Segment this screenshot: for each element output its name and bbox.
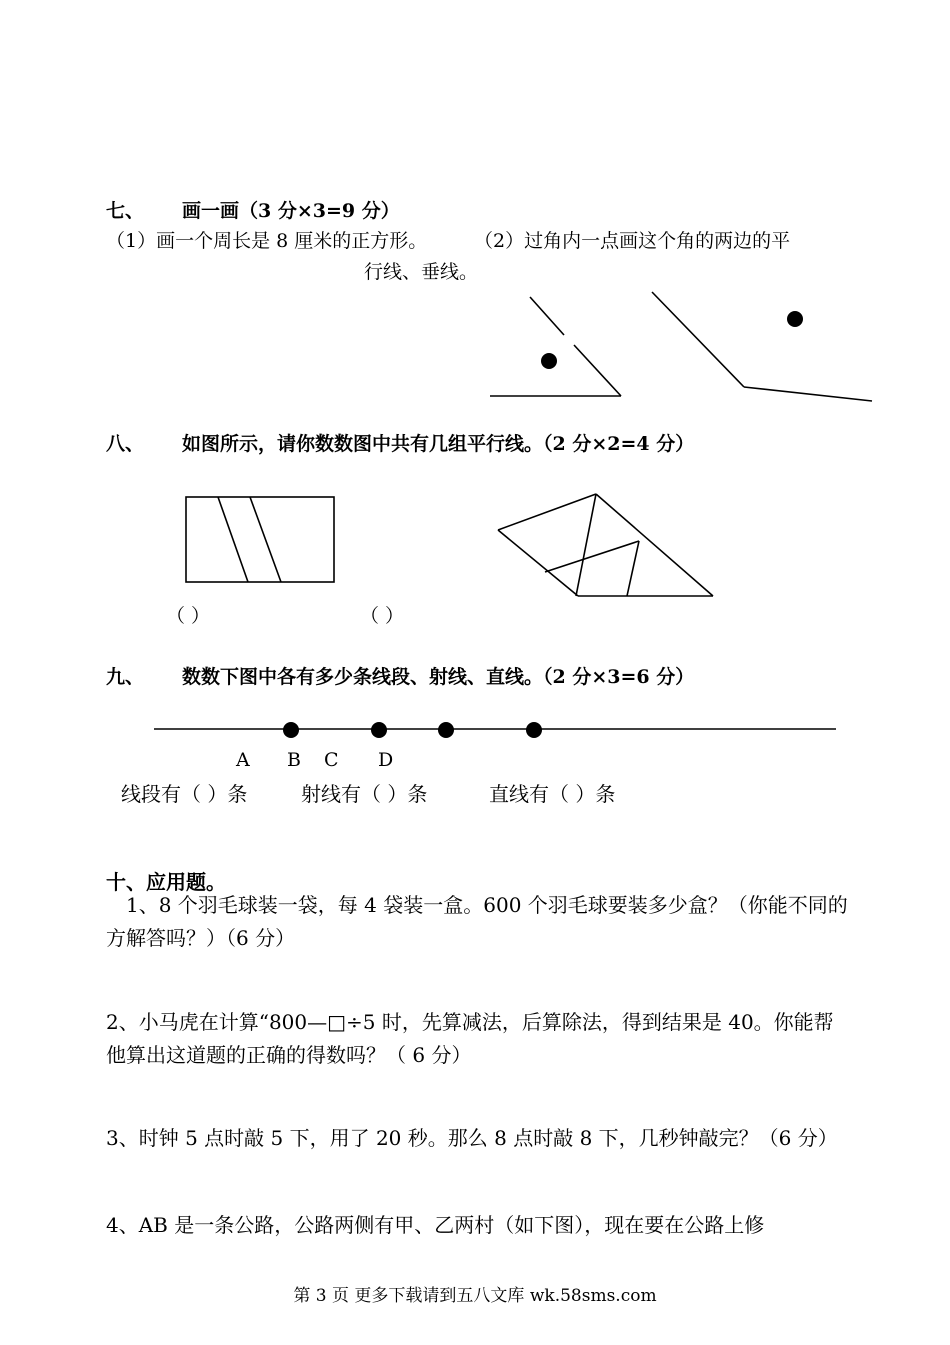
page-footer: 第 3 页 更多下载请到五八文库 wk.58sms.com xyxy=(293,1286,657,1306)
section8-number: 八、 xyxy=(106,433,145,455)
section7-question2-line2: 行线、垂线。 xyxy=(364,261,479,283)
section10-title: 十、应用题。 xyxy=(106,870,226,894)
point-dot-3 xyxy=(438,722,454,738)
section7-title: 画一画（3 分×3=9 分） xyxy=(182,200,400,222)
application-question-4: 4、AB 是一条公路，公路两侧有甲、乙两村（如下图），现在要在公路上修 xyxy=(106,1213,765,1237)
point-label-d: D xyxy=(378,749,394,771)
point-dot-1 xyxy=(283,722,299,738)
segments-answer: 线段有（ ）条 xyxy=(121,782,248,806)
section8-title: 如图所示，请你数数图中共有几组平行线。（2 分×2=4 分） xyxy=(182,433,695,455)
point-dot-4 xyxy=(526,722,542,738)
point-label-c: C xyxy=(324,749,339,771)
section7-question2-line1: （2）过角内一点画这个角的两边的平 xyxy=(474,230,791,252)
section7-number: 七、 xyxy=(106,200,145,222)
rays-answer: 射线有（ ）条 xyxy=(301,782,428,806)
section8-answer2: （ ） xyxy=(360,605,405,627)
point-label-a: A xyxy=(236,749,250,771)
application-question-2: 2、小马虎在计算“800—□÷5 时，先算减法，后算除法，得到结果是 40。你能帮他算出这道题的正确的得数吗？（ 6 分） xyxy=(106,1010,834,1067)
application-question-3: 3、时钟 5 点时敲 5 下，用了 20 秒。那么 8 点时敲 8 下，几秒钟敲完？（6 分） xyxy=(106,1126,838,1150)
section9-title: 数数下图中各有多少条线段、射线、直线。（2 分×3=6 分） xyxy=(182,666,695,688)
section9-number: 九、 xyxy=(106,666,145,688)
lines-answer: 直线有（ ）条 xyxy=(489,782,616,806)
point-label-b: B xyxy=(287,749,301,771)
section7-question1: （1）画一个周长是 8 厘米的正方形。 xyxy=(106,230,428,252)
section8-answer1: （ ） xyxy=(166,605,211,627)
application-question-1: 1、8 个羽毛球装一袋，每 4 袋装一盒。600 个羽毛球要装多少盒？（你能不同的方解答吗？）（6 分） xyxy=(106,893,848,950)
point-dot-2 xyxy=(371,722,387,738)
